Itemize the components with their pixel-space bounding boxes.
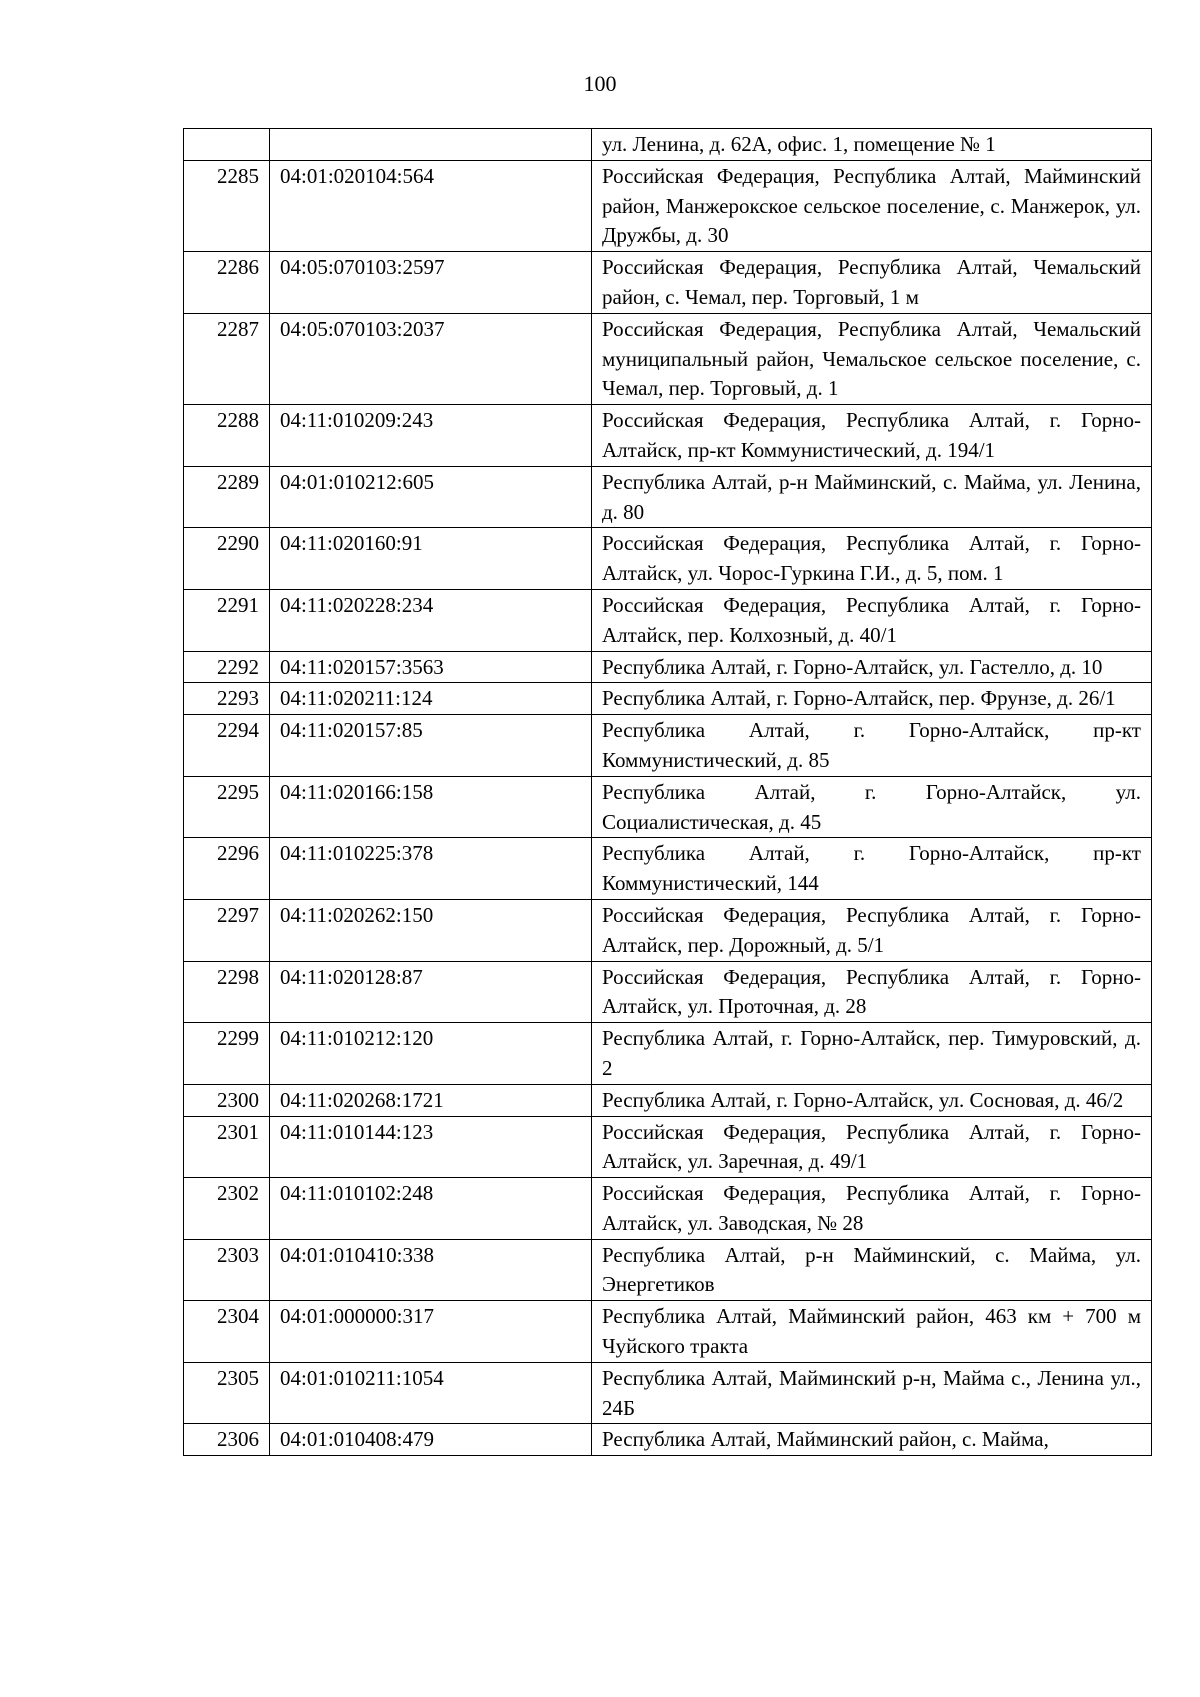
address-cell: Республика Алтай, г. Горно-Алтайск, ул. Гастелло, д. 10	[592, 651, 1152, 683]
row-number-cell: 2285	[184, 160, 270, 251]
row-number-cell: 2301	[184, 1116, 270, 1178]
row-number-cell: 2303	[184, 1239, 270, 1301]
table-row	[184, 466, 1152, 528]
row-number-cell: 2290	[184, 528, 270, 590]
cadastral-number-cell: 04:05:070103:2597	[270, 252, 592, 314]
cadastral-number-cell: 04:11:010144:123	[270, 1116, 592, 1178]
table-row	[184, 129, 1152, 161]
row-number-cell: 2291	[184, 589, 270, 651]
cadastral-number-cell: 04:11:010225:378	[270, 838, 592, 900]
row-number-cell: 2298	[184, 961, 270, 1023]
row-number-cell: 2293	[184, 683, 270, 715]
page-number: 100	[583, 71, 617, 96]
registry-table	[183, 128, 1152, 1456]
row-number-cell: 2289	[184, 466, 270, 528]
table-row	[184, 715, 1152, 777]
row-number-cell: 2299	[184, 1023, 270, 1085]
cadastral-number-cell: 04:11:020160:91	[270, 528, 592, 590]
address-cell: Республика Алтай, Майминский р-н, Майма с., Ленина ул., 24Б	[592, 1362, 1152, 1424]
address-cell: Республика Алтай, г. Горно-Алтайск, ул. Социалистическая, д. 45	[592, 776, 1152, 838]
cadastral-number-cell: 04:01:000000:317	[270, 1301, 592, 1363]
cadastral-number-cell: 04:01:010212:605	[270, 466, 592, 528]
table-row	[184, 1424, 1152, 1456]
table-row	[184, 683, 1152, 715]
address-cell: Республика Алтай, Майминский район, 463 км + 700 м Чуйского тракта	[592, 1301, 1152, 1363]
registry-table-body	[184, 129, 1152, 1456]
cadastral-number-cell: 04:11:020166:158	[270, 776, 592, 838]
row-number-cell: 2288	[184, 405, 270, 467]
table-row	[184, 1239, 1152, 1301]
cadastral-number-cell: 04:11:010212:120	[270, 1023, 592, 1085]
cadastral-number-cell: 04:11:020128:87	[270, 961, 592, 1023]
table-row	[184, 1178, 1152, 1240]
cadastral-number-cell: 04:11:020157:85	[270, 715, 592, 777]
row-number-cell: 2292	[184, 651, 270, 683]
address-cell: Республика Алтай, р-н Майминский, с. Майма, ул. Ленина, д. 80	[592, 466, 1152, 528]
cadastral-number-cell: 04:11:020157:3563	[270, 651, 592, 683]
row-number-cell: 2287	[184, 313, 270, 404]
cadastral-number-cell: 04:01:020104:564	[270, 160, 592, 251]
cadastral-number-cell: 04:01:010410:338	[270, 1239, 592, 1301]
cadastral-number-cell: 04:11:010102:248	[270, 1178, 592, 1240]
table-row	[184, 313, 1152, 404]
row-number-cell: 2305	[184, 1362, 270, 1424]
row-number-cell: 2306	[184, 1424, 270, 1456]
address-cell: Российская Федерация, Республика Алтай, г. Горно-Алтайск, ул. Заводская, № 28	[592, 1178, 1152, 1240]
address-cell: Российская Федерация, Республика Алтай, г. Горно-Алтайск, пер. Дорожный, д. 5/1	[592, 899, 1152, 961]
cadastral-number-cell	[270, 129, 592, 161]
cadastral-number-cell: 04:11:020228:234	[270, 589, 592, 651]
address-cell: Российская Федерация, Республика Алтай, г. Горно-Алтайск, ул. Заречная, д. 49/1	[592, 1116, 1152, 1178]
table-row	[184, 838, 1152, 900]
address-cell: Российская Федерация, Республика Алтай, г. Горно-Алтайск, пер. Колхозный, д. 40/1	[592, 589, 1152, 651]
row-number-cell: 2295	[184, 776, 270, 838]
table-row	[184, 252, 1152, 314]
row-number-cell: 2286	[184, 252, 270, 314]
table-row	[184, 899, 1152, 961]
address-cell: Российская Федерация, Республика Алтай, г. Горно-Алтайск, ул. Проточная, д. 28	[592, 961, 1152, 1023]
cadastral-number-cell: 04:11:020211:124	[270, 683, 592, 715]
table-row	[184, 651, 1152, 683]
cadastral-number-cell: 04:11:020262:150	[270, 899, 592, 961]
table-row	[184, 961, 1152, 1023]
table-row	[184, 405, 1152, 467]
address-cell: Республика Алтай, р-н Майминский, с. Майма, ул. Энергетиков	[592, 1239, 1152, 1301]
address-cell: Республика Алтай, г. Горно-Алтайск, пер. Фрунзе, д. 26/1	[592, 683, 1152, 715]
cadastral-number-cell: 04:11:010209:243	[270, 405, 592, 467]
table-row	[184, 1023, 1152, 1085]
table-row	[184, 1116, 1152, 1178]
table-row	[184, 160, 1152, 251]
table-row	[184, 589, 1152, 651]
address-cell: ул. Ленина, д. 62А, офис. 1, помещение № 1	[592, 129, 1152, 161]
row-number-cell: 2304	[184, 1301, 270, 1363]
address-cell: Республика Алтай, г. Горно-Алтайск, пр-кт Коммунистический, 144	[592, 838, 1152, 900]
address-cell: Российская Федерация, Республика Алтай, Чемальский муниципальный район, Чемальское сельское поселение, с. Чемал, пер. Торговый, д. 1	[592, 313, 1152, 404]
table-row	[184, 776, 1152, 838]
address-cell: Российская Федерация, Республика Алтай, Майминский район, Манжерокское сельское поселение, с. Манжерок, ул. Дружбы, д. 30	[592, 160, 1152, 251]
cadastral-number-cell: 04:11:020268:1721	[270, 1084, 592, 1116]
cadastral-number-cell: 04:01:010408:479	[270, 1424, 592, 1456]
address-cell: Российская Федерация, Республика Алтай, г. Горно-Алтайск, пр-кт Коммунистический, д. 194/1	[592, 405, 1152, 467]
table-row	[184, 1301, 1152, 1363]
cadastral-number-cell: 04:05:070103:2037	[270, 313, 592, 404]
table-row	[184, 1084, 1152, 1116]
row-number-cell: 2300	[184, 1084, 270, 1116]
address-cell: Республика Алтай, Майминский район, с. Майма,	[592, 1424, 1152, 1456]
row-number-cell: 2297	[184, 899, 270, 961]
row-number-cell: 2294	[184, 715, 270, 777]
address-cell: Российская Федерация, Республика Алтай, Чемальский район, с. Чемал, пер. Торговый, 1 м	[592, 252, 1152, 314]
address-cell: Республика Алтай, г. Горно-Алтайск, пер. Тимуровский, д. 2	[592, 1023, 1152, 1085]
row-number-cell: 2296	[184, 838, 270, 900]
address-cell: Республика Алтай, г. Горно-Алтайск, ул. Сосновая, д. 46/2	[592, 1084, 1152, 1116]
table-row	[184, 528, 1152, 590]
table-row	[184, 1362, 1152, 1424]
address-cell: Российская Федерация, Республика Алтай, г. Горно-Алтайск, ул. Чорос-Гуркина Г.И., д. 5, пом. 1	[592, 528, 1152, 590]
address-cell: Республика Алтай, г. Горно-Алтайск, пр-кт Коммунистический, д. 85	[592, 715, 1152, 777]
cadastral-number-cell: 04:01:010211:1054	[270, 1362, 592, 1424]
row-number-cell	[184, 129, 270, 161]
row-number-cell: 2302	[184, 1178, 270, 1240]
